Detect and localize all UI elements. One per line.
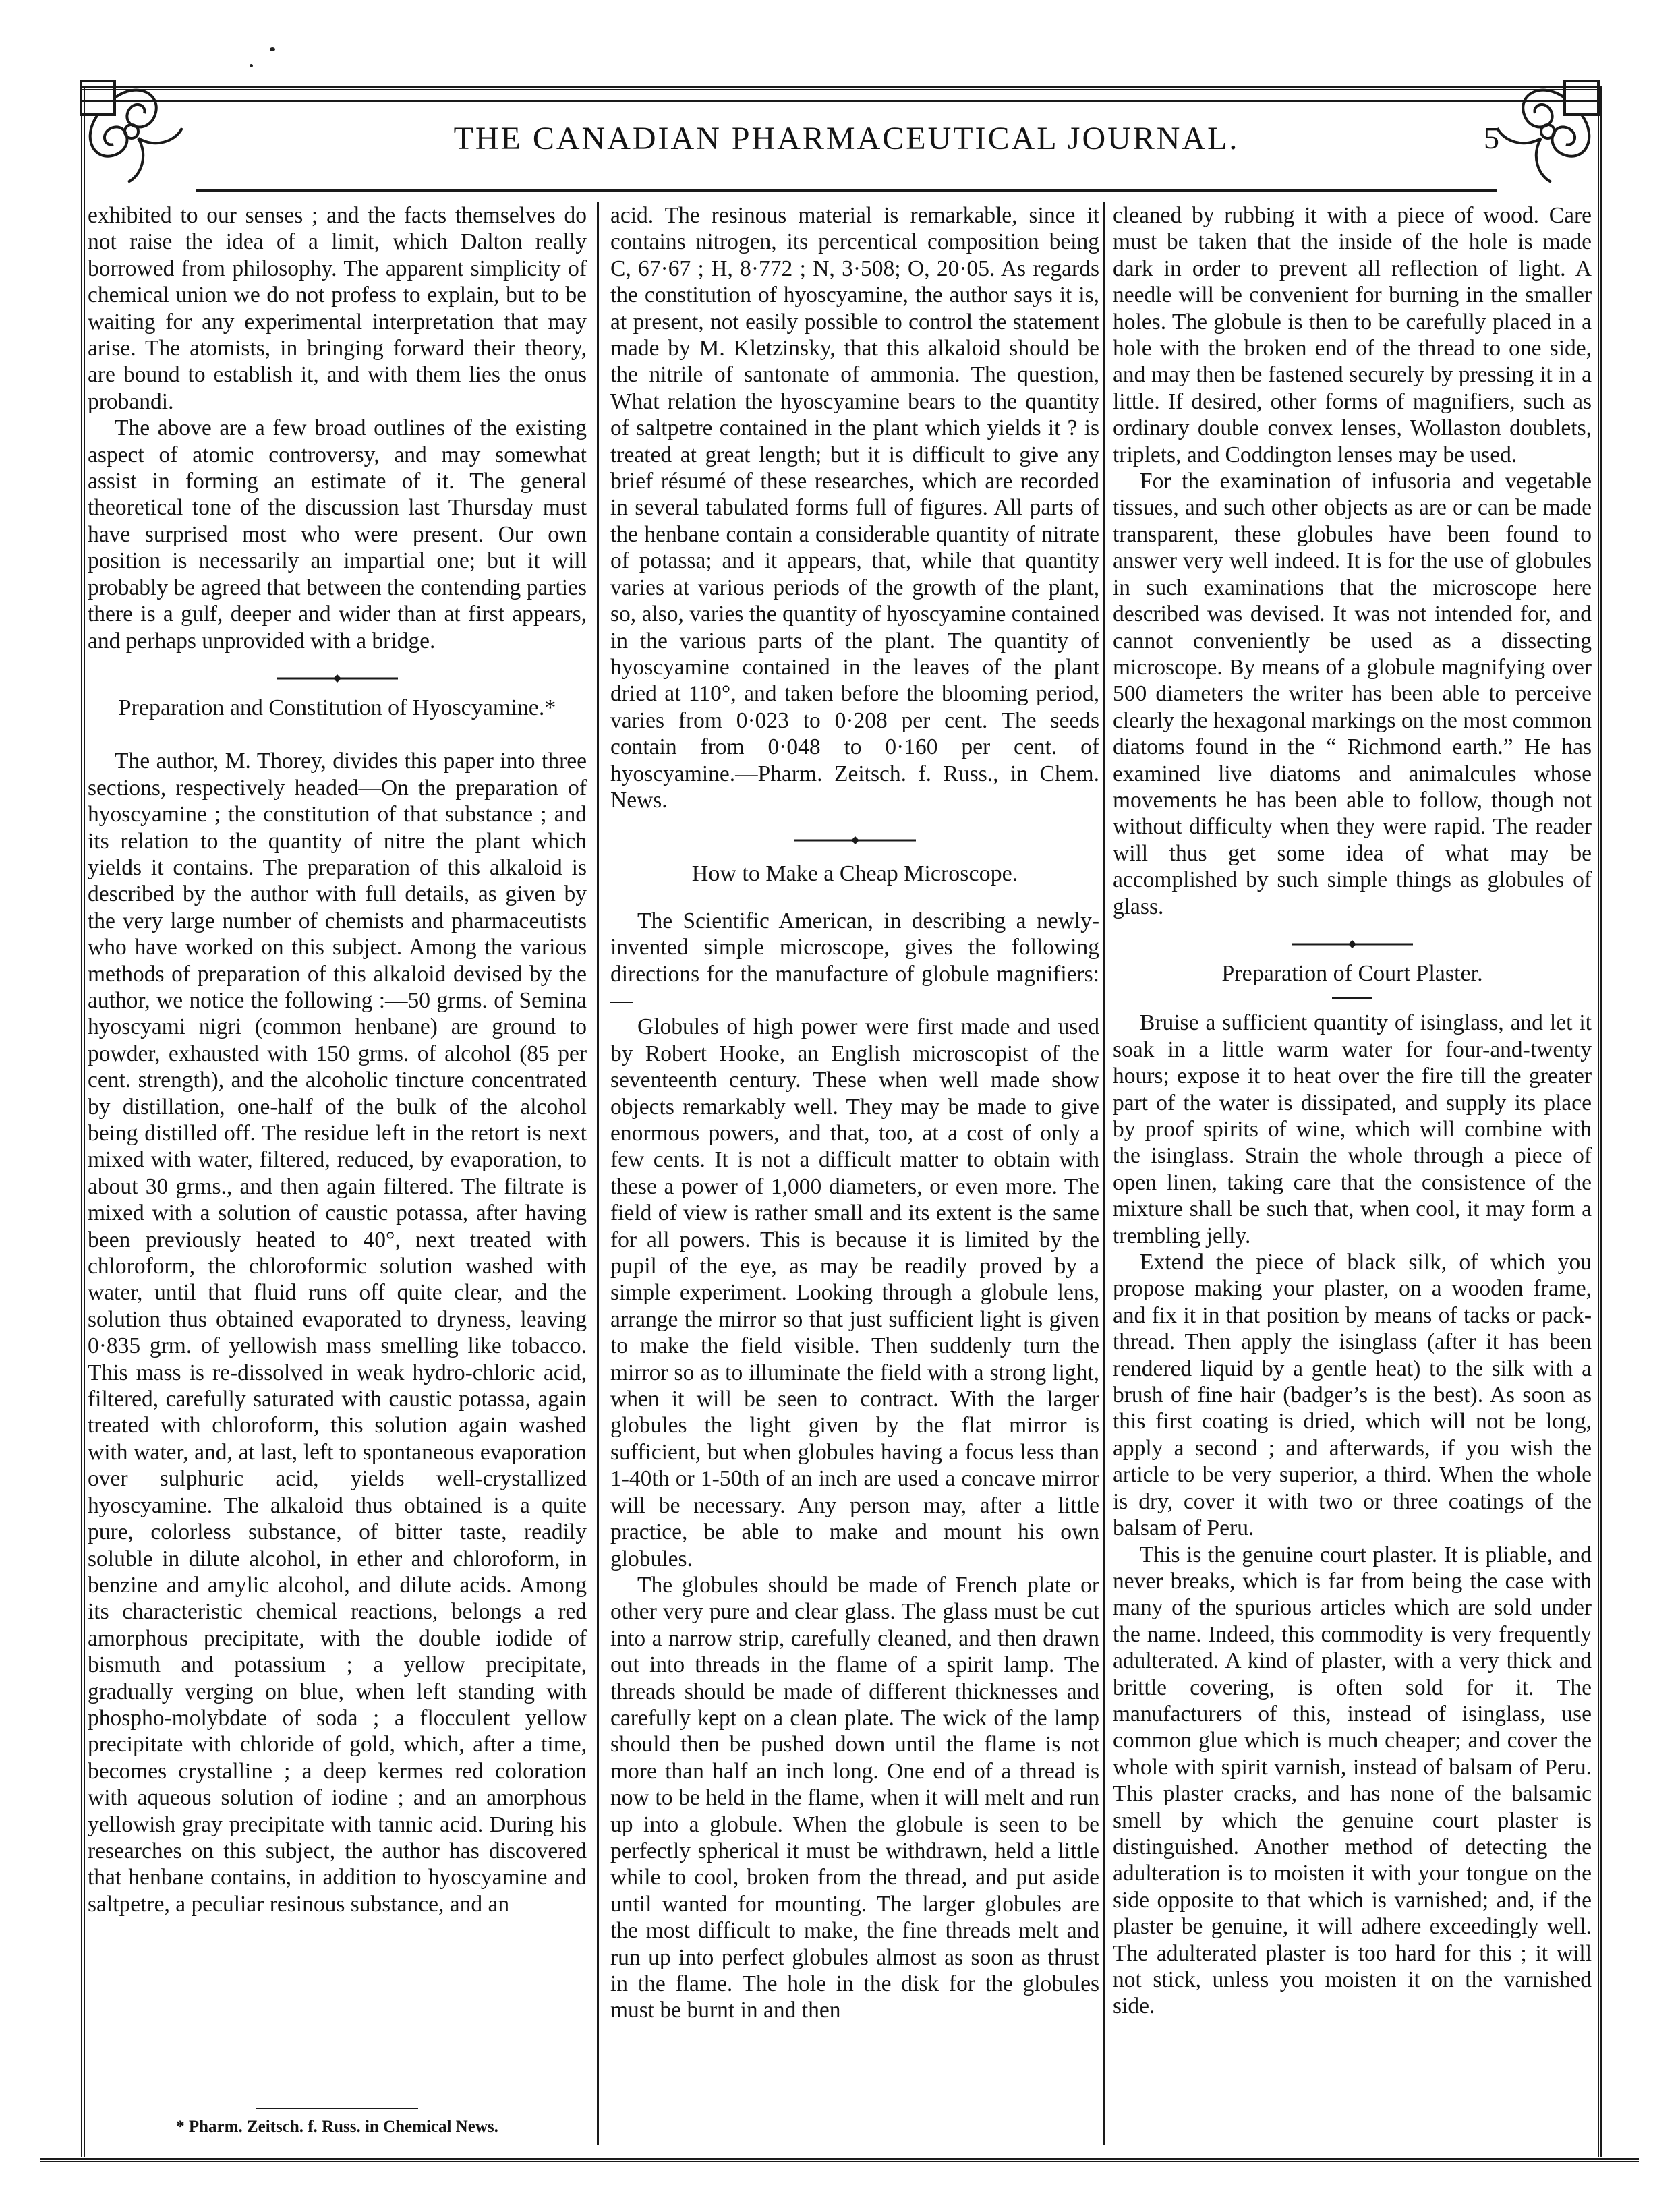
ornamental-rule-icon [277, 654, 398, 695]
paragraph: The above are a few broad outlines of the existing aspect of atomic controversy, and may somewhat assist in forming an estimate of it. The general theoretical tone of the discussion last Thursday must have surprised most who were present. Our own position is necessarily an impartial one; but it will probably be agreed that between the contending parties there is a gulf, deeper and wider than at first appears, and perhaps unprovided with a bridge. [88, 415, 587, 654]
footnote: * Pharm. Zeitsch. f. Russ. in Chemical News. [176, 2118, 498, 2136]
paragraph: This is the genuine court plaster. It is pliable, and never breaks, which is far from being the case with many of the spurious articles which are sold under the name. Indeed, this commodity is very frequently adulterated. A kind of plaster, with a very thick and brittle covering, is often sold for it. The manufacturers of this, instead of isinglass, use common glue which is much cheaper; and cover the whole with spirit varnish, instead of balsam of Peru. This plaster cracks, and has none of the balsamic smell by which the genuine court plaster is distinguished. Another method of detecting the adulteration is to moisten it with your tongue on the side opposite to that which is varnished; and, if the plaster be genuine, it will adhere exceedingly well. The adulterated plaster is too hard for this ; it will not stick, unless you moisten it on the varnished side. [1113, 1542, 1592, 2019]
paragraph: For the examination of infusoria and vegetable tissues, and such other objects as are or can be made transparent, these globules have been found to answer very well indeed. It is for the use of globules in such examinations that the microscope here described was devised. It was not intended for, and cannot conveniently be used as a dissecting microscope. By means of a globule magnifying over 500 diameters the writer has been able to perceive clearly the hexagonal markings on the most common diatoms found in the “ Richmond earth.” He has examined live diatoms and animalcules whose movements he has been able to follow, though not without difficulty when they were rapid. The reader will thus get some idea of what may be accomplished by such simple things as globules of glass. [1113, 469, 1592, 919]
column-rule-1 [597, 202, 599, 2145]
paragraph: Extend the piece of black silk, of which you propose making your plaster, on a wooden frame, and fix it in that position by means of tacks or pack-thread. Then apply the isinglass (after it has been rendered liquid by a gentle heat) to the silk with a brush of fine hair (badger’s is the best). As soon as this first coating is dried, which will not be long, apply a second ; and afterwards, if you wish the article to be very superior, a third. When the whole is dry, cover it with two or three coatings of the balsam of Peru. [1113, 1250, 1592, 1541]
paragraph: exhibited to our senses ; and the facts themselves do not raise the idea of a limit, which Dalton really borrowed from philosophy. The apparent simplicity of chemical union we do not profess to explain, but to be waiting for any experimental interpretation that may arise. The atomists, in bringing forward their theory, are bound to establish it, and with them lies the onus probandi. [88, 203, 587, 414]
paragraph: The Scientific American, in describing a newly-invented simple microscope, gives the following directions for the manufacture of globule magnifiers:— [610, 908, 1099, 1013]
frame-top-inner-rule [81, 100, 1602, 102]
column-3 [1113, 202, 1592, 2020]
paragraph: The globules should be made of French plate or other very pure and clear glass. The glass must be cut into a narrow strip, carefully cleaned, and then drawn out into threads in the flame of a spirit lamp. The threads should be made of different thicknesses and carefully kept on a clean plate. The wick of the lamp should then be pushed down until the flame is not more than half an inch long. One end of a thread is now to be held in the flame, when it will melt and run up into a globule. When the globule is seen to be perfectly spherical it must be withdrawn, held a little while to cool, broken from the thread, and put aside until wanted for mounting. The larger globules are the most difficult to make, the fine threads melt and run up into perfect globules almost as soon as thrust in the flame. The hole in the disk for the globules must be burnt in and then [610, 1572, 1099, 2023]
article-heading: Preparation and Constitution of Hyoscyamine.* [118, 695, 556, 720]
page-number: 5 [1484, 121, 1499, 155]
print-speck [250, 64, 253, 67]
header-rule [196, 189, 1497, 192]
frame-top-rule [81, 86, 1602, 90]
ornamental-rule-icon [794, 813, 916, 861]
paragraph: Globules of high power were first made and used by Robert Hooke, an English microscopist of the seventeenth century. These when well made show objects remarkably well. They may be made to give enormous powers, and that, too, at a cost of only a few cents. It is not a difficult matter to obtain with these a power of 1,000 diameters, or even more. The field of view is rather small and its extent is the same for all powers. This is because it is limited by the pupil of the eye, as may be readily proved by a simple experiment. Looking through a globule lens, arrange the mirror so that just sufficient light is given to make the field visible. Then suddenly turn the mirror so as to illuminate the field with a strong light, when it will be seen to contract. With the larger globules the light given by the flat mirror is sufficient, but when globules having a focus less than 1-40th or 1-50th of an inch are used a concave mirror will be necessary. Any person may, after a little practice, be able to make and mount his own globules. [610, 1014, 1099, 1571]
article-heading: Preparation of Court Plaster. [1221, 960, 1483, 986]
paragraph: The author, M. Thorey, divides this paper into three sections, respectively headed—On the preparation of hyoscyamine ; the constitution of that substance ; and its relation to the quantity of nitre the plant which yields it contains. The preparation of this alkaloid is described by the author with full details, as given by the very large number of chemists and pharmaceutists who have worked on this subject. Among the various methods of preparation of this alkaloid devised by the author, we notice the following :—50 grms. of Semina hyoscyami nigri (common henbane) are ground to powder, exhausted with 150 grms. of alcohol (85 per cent. strength), and the alcoholic tincture concentrated by distillation, one-half of the bulk of the alcohol being distilled off. The residue left in the retort is next mixed with water, filtered, reduced, by evaporation, to about 30 grms., and then again filtered. The filtrate is mixed with a solution of caustic potassa, after having been previously heated to 40°, next treated with chloroform, the chloroformic solution washed with water, until that fluid runs off quite clear, and the solution thus obtained evaporated to dryness, leaving 0·835 grm. of yellowish mass smelling like tobacco. This mass is re-dissolved in weak hydro-chloric acid, filtered, carefully saturated with caustic potassa, again treated with chloroform, this solution again washed with water, and, at last, left to spontaneous evaporation over sulphuric acid, yields well-crystallized hyoscyamine. The alkaloid thus obtained is a quite pure, colorless substance, of bitter taste, readily soluble in dilute alcohol, in ether and chloroform, in benzine and amylic alcohol, and dilute acids. Among its characteristic chemical reactions, belongs a red amorphous precipitate, with the double iodide of bismuth and potassium ; a yellow precipitate, gradually verging on blue, when left standing with phospho-molybdate of soda ; a flocculent yellow precipitate with chloride of gold, which, after a time, becomes crystalline ; a deep kermes red coloration with aqueous solution of iodine ; and an amorphous yellowish gray precipitate with tannic acid. During his researches on this subject, the author has discovered that henbane contains, in addition to hyoscyamine and saltpetre, a peculiar resinous substance, and an [88, 749, 587, 1917]
article-heading: How to Make a Cheap Microscope. [691, 861, 1018, 887]
floral-corner-ornament-icon [1490, 74, 1605, 189]
paragraph: cleaned by rubbing it with a piece of wood. Care must be taken that the inside of the hole is made dark in order to prevent all reflection of light. A needle will be convenient for burning in the smaller holes. The globule is then to be carefully placed in a hole with the broken end of the thread to one side, and may then be fastened securely by pressing it in a little. If desired, other forms of magnifiers, such as ordinary double convex lenses, Wollaston doublets, triplets, and Coddington lenses may be used. [1113, 203, 1592, 467]
column-1 [88, 202, 587, 1917]
ornamental-rule-icon [1292, 920, 1413, 960]
floral-corner-ornament-icon [74, 74, 189, 189]
paragraph: acid. The resinous material is remarkable, since it contains nitrogen, its percentical composition being C, 67·67 ; H, 8·772 ; N, 3·508; O, 20·05. As regards the constitution of hyoscyamine, the author says it is, at present, not easily possible to control the statement made by M. Kletzinsky, that this alkaloid should be the nitrile of santonate of ammonia. The question, What relation the hyoscyamine bears to the quantity of saltpetre contained in the plant which yields it ? is treated at great length; but it is difficult to give any brief résumé of these researches, which are recorded in several tabulated forms full of figures. All parts of the henbane contain a considerable quantity of nitrate of potassa; and it appears, that, while that quantity varies at various periods of the growth of the plant, so, also, varies the quantity of hyoscyamine contained in the various parts of the plant. The quantity of hyoscyamine contained in the leaves of the plant dried at 110°, and taken before the blooming period, varies from 0·023 to 0·208 per cent. The seeds contain from 0·048 to 0·160 per cent. of hyoscyamine.—Pharm. Zeitsch. f. Russ., in Chem. News. [610, 203, 1099, 813]
column-rule-2 [1103, 202, 1105, 2145]
column-2 [610, 202, 1099, 2024]
footnote-rule [256, 2108, 418, 2109]
paragraph: Bruise a sufficient quantity of isinglass, and let it soak in a little warm water for four-and-twenty hours; expose it to heat over the fire till the greater part of the water is dissipated, and supply its place by proof spirits of wine, which will combine with the isinglass. Strain the whole through a piece of open linen, taking care that the consistence of the mixture shall be such that, when cool, it may form a trembling jelly. [1113, 1010, 1592, 1248]
frame-right-rule [1598, 86, 1602, 2157]
frame-bottom-rule [40, 2158, 1639, 2162]
frame-left-rule [81, 86, 85, 2157]
print-speck [270, 47, 275, 51]
running-head: THE CANADIAN PHARMACEUTICAL JOURNAL. [453, 121, 1240, 156]
